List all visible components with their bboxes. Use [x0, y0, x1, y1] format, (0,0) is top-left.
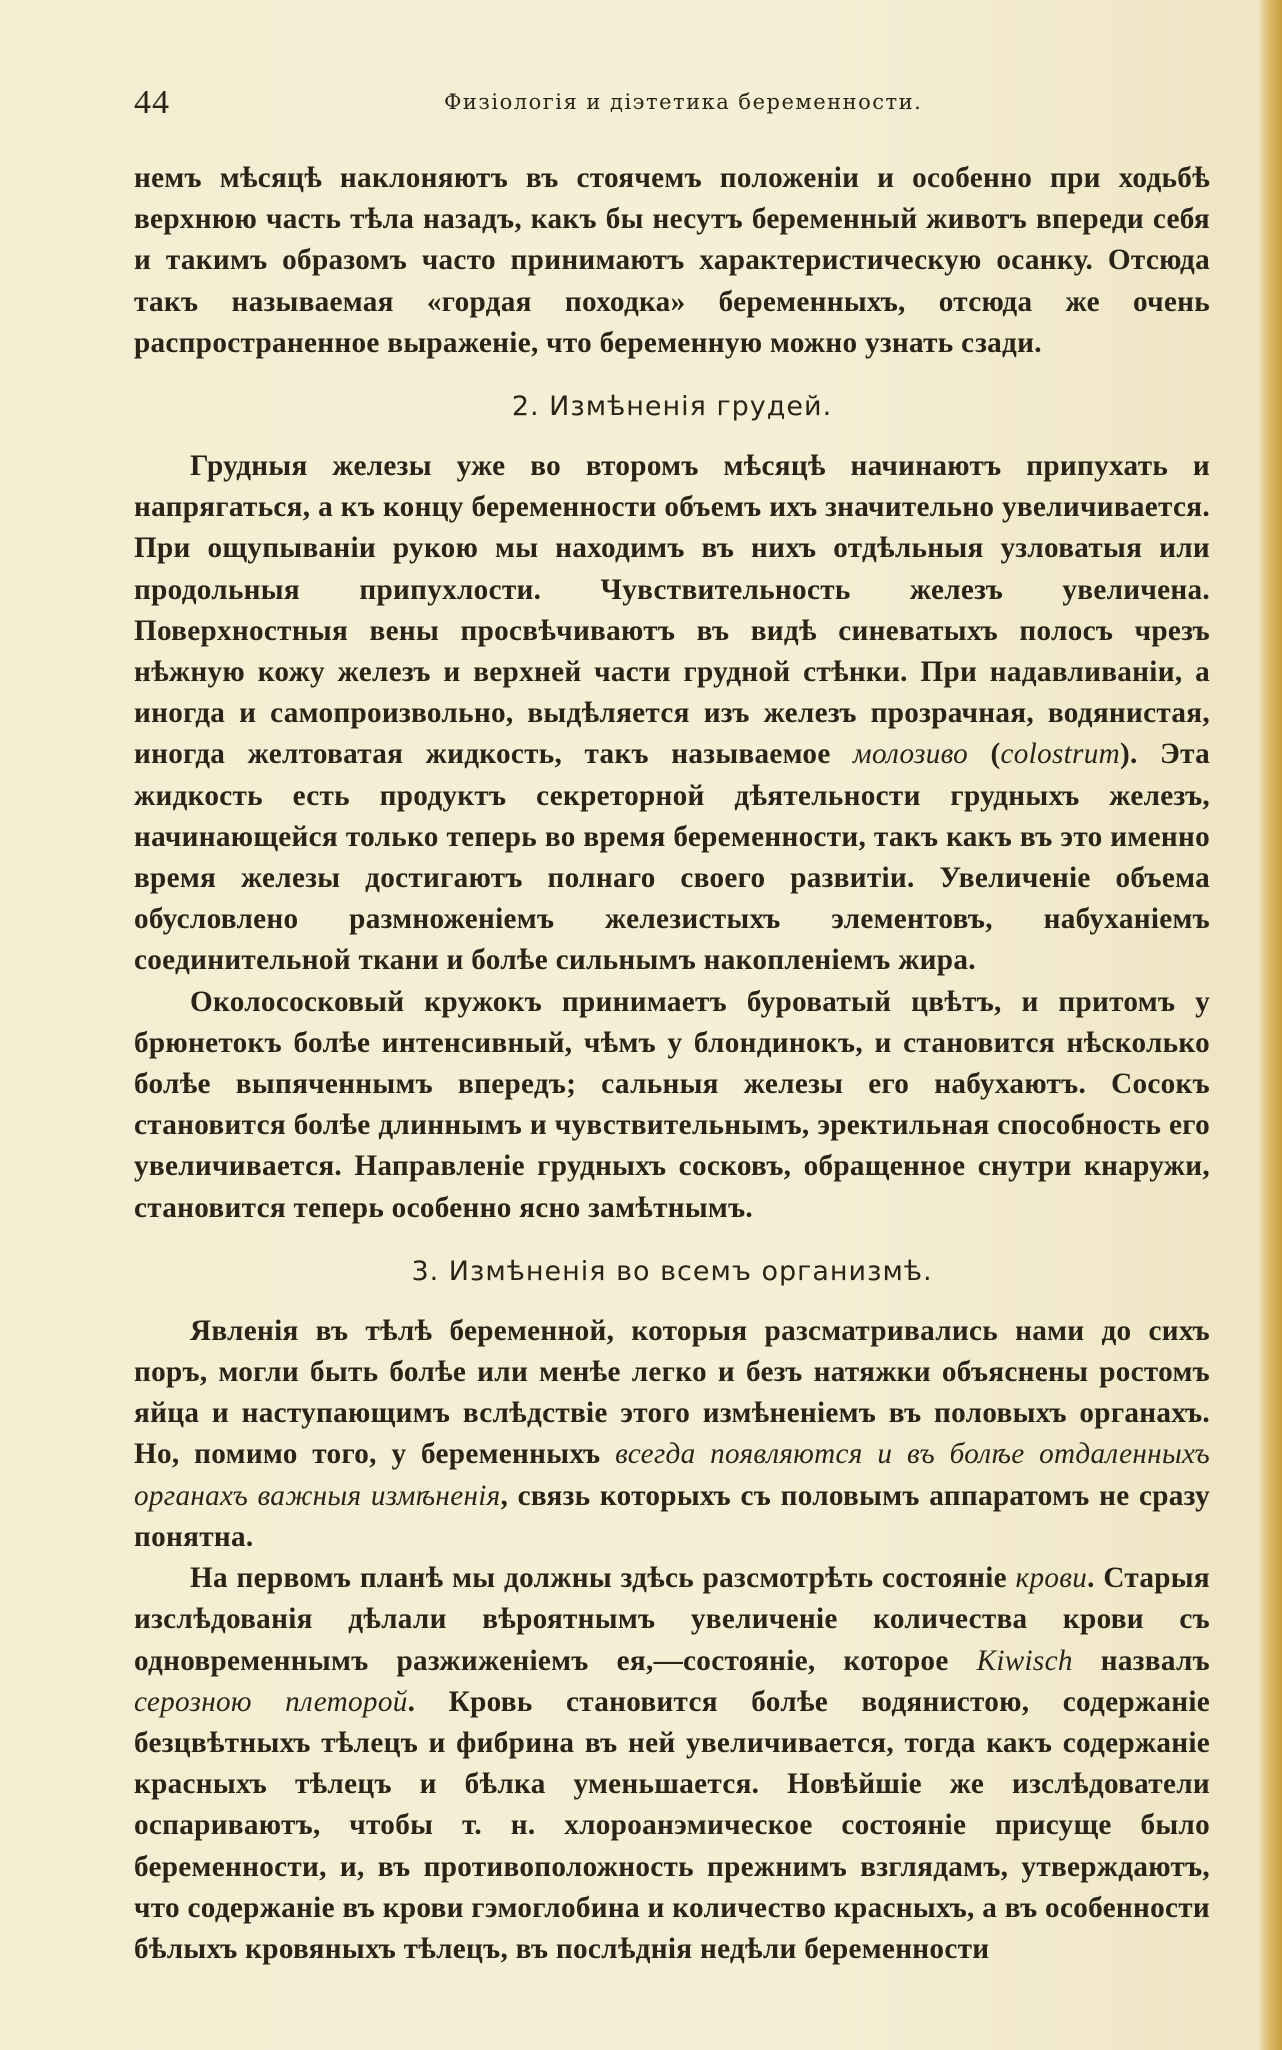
text-run: . Старыя изслѣдованія дѣлали вѣроятнымъ увеличеніе количества крови съ одновременнымъ разжиженіемъ ея,—состояніе, которое [134, 1562, 1210, 1677]
text-run: ). Эта жидкость есть продуктъ секреторной дѣятельности грудныхъ железъ, начинающейся только теперь во время беременности, такъ какъ въ это именно время железы достигаютъ полнаго своего развитіи. Увеличеніе объема обусловлено размноженіемъ железистыхъ элементовъ, набуханіемъ соединительной ткани и болѣе сильнымъ накопленіемъ жира. [134, 738, 1210, 977]
page-edge [1260, 0, 1282, 2050]
text-run: . Кровь становится болѣе водянистою, содержаніе безцвѣтныхъ тѣлецъ и фибрина въ ней увеличивается, тогда какъ содержаніе красныхъ тѣлецъ и бѣлка уменьшается. Новѣйшіе же изслѣдователи оспариваютъ, чтобы т. н. хлороанэмическое состояніе присуще было беременности, и, въ противоположность прежнимъ взглядамъ, утверждаютъ, что содержаніе въ крови гэмоглобина и количество красныхъ, а въ особенности бѣлыхъ кровяныхъ тѣлецъ, въ послѣднія недѣли беременности [134, 1685, 1210, 1965]
running-title: Физіологія и діэтетика беременности. [444, 90, 923, 114]
text-run: ( [968, 738, 1001, 771]
italic-phrase: всегда появляются и въ болѣе отдаленныхъ органахъ важныя измѣненія [134, 1438, 1210, 1512]
text-run: Грудныя железы уже во второмъ мѣсяцѣ начинаютъ припухать и напрягаться, а къ концу беременности объемъ ихъ значительно увеличивается. При ощупываніи рукою мы находимъ въ нихъ отдѣльныя узловатыя или продольныя припухлости. Чувствительность железъ увеличена. Поверхностныя вены просвѣчиваютъ въ видѣ синеватыхъ полосъ чрезъ нѣжную кожу железъ и верхней части грудной стѣнки. При надавливаніи, а иногда и самопроизвольно, выдѣляется изъ железъ прозрачная, водянистая, иногда желтоватая жидкость, такъ называемое [134, 450, 1210, 771]
section-heading-organism: 3. Измѣненія во всемъ организмѣ. [411, 1255, 933, 1287]
text-run: На первомъ планѣ мы должны здѣсь разсмотрѣть состояніе [190, 1562, 1016, 1595]
italic-name: Kiwisch [976, 1644, 1073, 1677]
italic-term: крови [1015, 1562, 1088, 1595]
italic-term: молозиво [853, 738, 969, 771]
text-run: назвалъ [1072, 1644, 1210, 1677]
page-header [134, 84, 1134, 124]
paragraph-organism-2 [134, 1558, 1210, 1970]
italic-term: серозною плеторой [134, 1685, 408, 1718]
section-heading-breasts: 2. Измѣненія грудей. [511, 391, 833, 423]
page-body [134, 158, 1210, 1970]
paragraph-breasts-1 [134, 446, 1210, 982]
page-number: 44 [134, 84, 170, 121]
paragraph-continuation: немъ мѣсяцѣ наклоняютъ въ стоячемъ положеніи и особенно при ходьбѣ верхнюю часть тѣла назадъ, какъ бы несутъ беременный животъ впереди себя и такимъ образомъ часто принимаютъ характеристическую осанку. Отсюда такъ называемая «гордая походка» беременныхъ, отсюда же очень распространенное выраженіе, что беременную можно узнать сзади. [134, 162, 1210, 359]
paragraph-breasts-2: Околососковый кружокъ принимаетъ буроватый цвѣтъ, и притомъ у брюнетокъ болѣе интенсивный, чѣмъ у блондинокъ, и становится нѣсколько болѣе выпяченнымъ впередъ; сальныя железы его набухаютъ. Сосокъ становится болѣе длиннымъ и чувствительнымъ, эректильная способность его увеличивается. Направленіе грудныхъ сосковъ, обращенное снутри кнаружи, становится теперь особенно ясно замѣтнымъ. [134, 985, 1210, 1224]
text-run: Явленія въ тѣлѣ беременной, которыя разсматривались нами до сихъ поръ, могли быть болѣе или менѣе легко и безъ натяжки объяснены ростомъ яйца и наступающимъ вслѣдствіе этого измѣненіемъ въ половыхъ органахъ. Но, помимо того, у беременныхъ [134, 1314, 1210, 1471]
paragraph-organism-1 [134, 1311, 1210, 1558]
italic-term: colostrum [1000, 738, 1120, 771]
text-run: , связь которыхъ съ половымъ аппаратомъ не сразу понятна. [134, 1479, 1210, 1553]
